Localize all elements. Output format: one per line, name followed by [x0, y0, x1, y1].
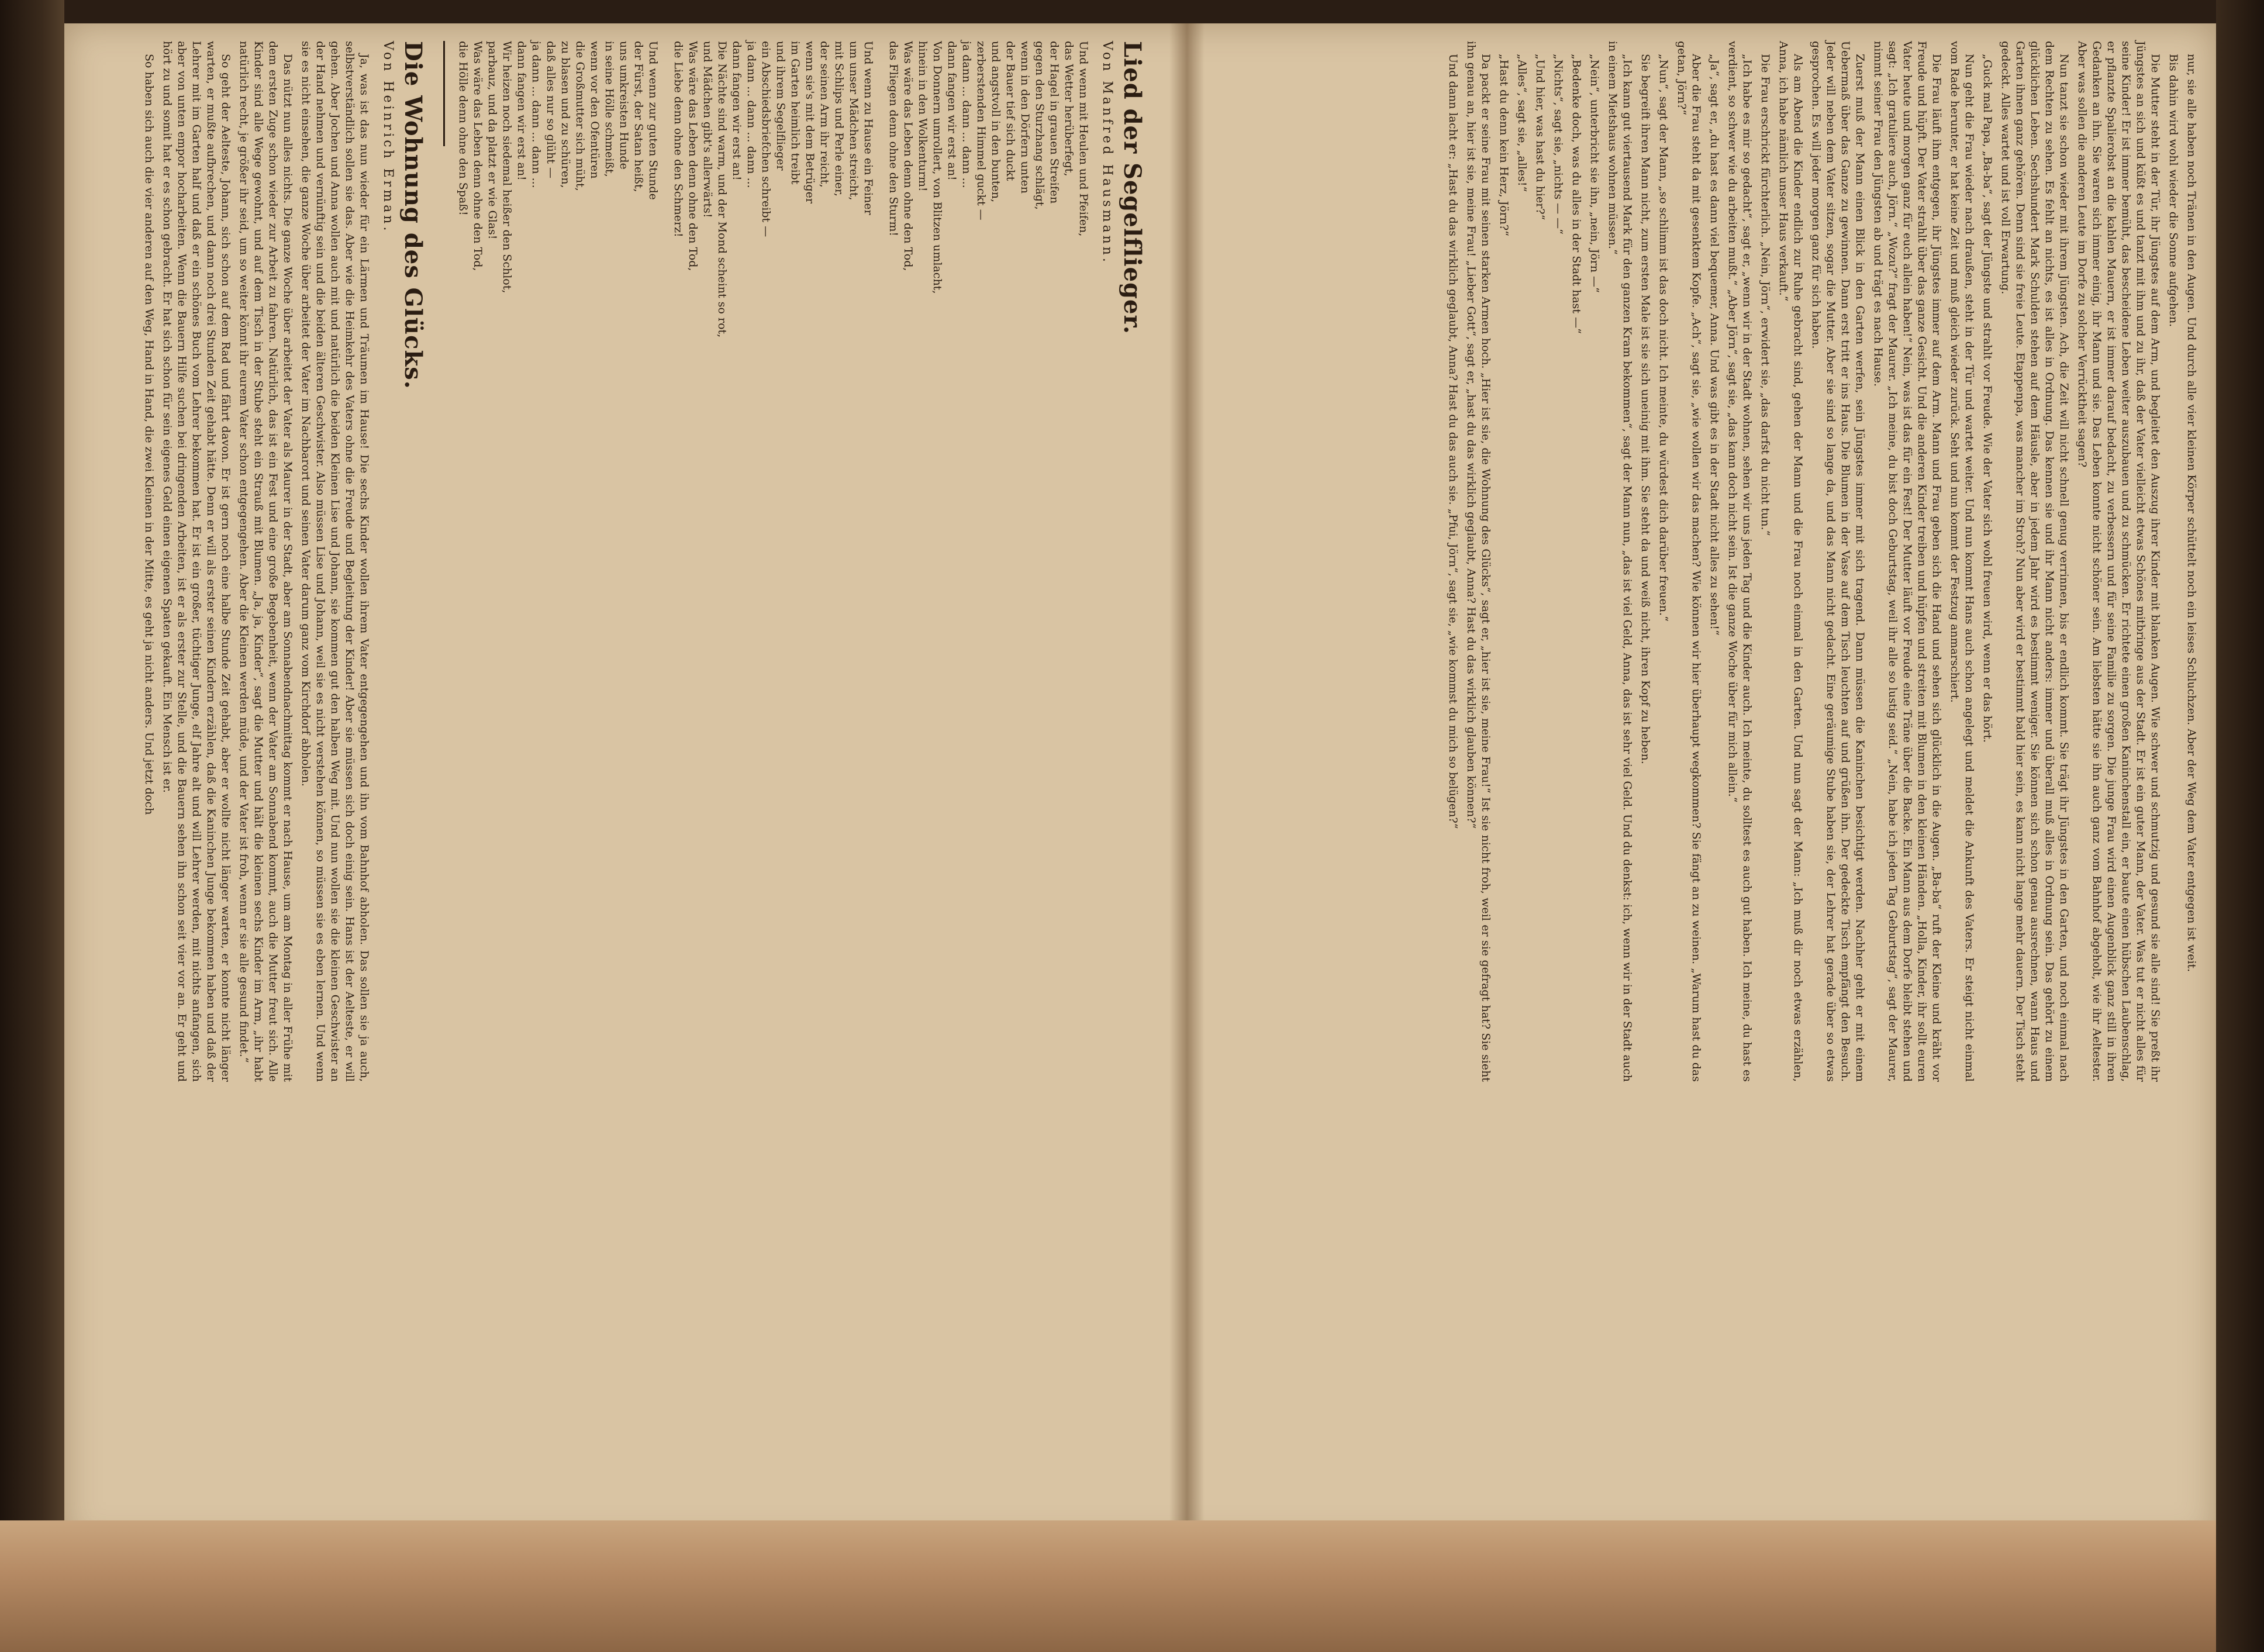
poem-stanza [886, 41, 1090, 1082]
story-paragraph: Als am Abend die Kinder endlich zur Ruhe gebracht sind, gehen der Mann und die Frau noch einmal in den Garten. Und nun sagt der Mann: „Ich muß dir noch etwas erzählen, Anna, ich habe nämlich unser Haus verkauft.“ [1777, 41, 1804, 1082]
poem-line: ja dann ... dann ... dann ... [530, 41, 543, 188]
story-paragraph: „Und hier, was hast du hier?“ [1534, 54, 1547, 220]
story-paragraph: „Nein“, unterbricht sie ihn, „nein, Jörn —“ [1588, 54, 1601, 293]
poem-line: und angstvoll in den bunten, [989, 41, 1002, 202]
story-text-right [1445, 41, 2199, 1082]
poem-line: Und wenn zur guten Stunde [647, 41, 660, 200]
poem-stanza [671, 41, 875, 1082]
poem-line: mit Schlips und Perle einer, [833, 41, 845, 196]
story-paragraph: Nun tanzt sie schon wieder mit ihrem Jüngsten. Ach, die Zeit will nicht schnell genug verrinnen, bis er endlich kommt. Sie trägt ihr Jüngstes in den Garten, und noch einmal nach dem Rechten zu sehen. Es fehlt an nichts, es ist alles in Ordnung. Das kennen sie und ihr Mann nicht anders: immer und überall muß alles in Ordnung sein. Das gehört zu einem glücklichen Leben. Sechshundert Mark Schulden stehen auf dem Häusle, aber in jedem Jahr wird es bestimmt weniger. Sie können sich schon genau ausrechnen, wann Haus und Garten ihnen ganz gehören. Denn sind sie freie Leute. Etappenpa, was mancher im Stroh? Nun aber wird er bestimmt bald hier sein, es kann nicht lange mehr dauern. Der Tisch steht gedeckt. Alles wartet und ist voll Erwartung. [1999, 41, 2070, 1082]
poem-line: in seine Hölle schmeißt, [603, 41, 616, 177]
poem-author: Von Manfred Hausmann. [1100, 41, 1114, 265]
story-paragraph: Sie begreift ihren Mann nicht, zum ersten Male ist sie sich uneinig mit ihm. Sie steht da und weiß nicht, ihren Kopf zu heben. [1639, 54, 1652, 764]
story-paragraph: „Bedenke doch, was du alles in der Stadt hast —“ [1570, 54, 1583, 334]
poem-line: Von Donnern umrollert, von Blitzen umlacht, [931, 41, 944, 294]
poem-line: und Mädchen gibt's allerwärts! [701, 41, 714, 218]
book-right-edge [2216, 0, 2264, 1652]
poem-line: dann fangen wir erst an! [515, 41, 528, 181]
story-paragraph: Das nützt nun alles nichts. Die ganze Woche über arbeitet der Vater als Maurer in der Stadt, aber am Sonnabendnachmittag kommt er nach Hause, um am Montag in aller Frühe mit dem ersten Zuge schon wieder zur Arbeit zu fahren. Natürlich, das ist ein Fest und eine große Begebenheit, wenn der Vater am Sonnabend kommt, auch die Mutter freut sich. Alle Kinder sind alle Wege gewohnt, und auf dem Tisch in der Stube steht ein Strauß mit Blumen. „Ja, ja, Kinder“, sagt die Mutter und hält die kleinen sechs Kinder im Arm, „ihr habt natürlich recht, je größer ihr seid, um so weiter könnt ihr eurem Vater schon entgegengehen. Aber die Kleinen werden müde, und der Vater ist froh, wenn er sie alle gesund findet.“ [237, 41, 294, 1082]
story-paragraph: Da packt er seine Frau mit seinen starken Armen hoch. „Hier ist sie, die Wohnung des Glücks“, sagt er, „hier ist sie, meine Frau!“ Ist sie nicht froh, weil er sie gefragt hat? Sie sieht ihn genau an, hier ist sie, meine Frau! „Lieber Gott“, sagt er, „hast du das wirklich geglaubt, Anna? Hast du das wirklich glauben können?“ [1465, 41, 1492, 1082]
poem-line: der Bauer tief sich duckt [1004, 41, 1017, 181]
story-paragraph: Die Mutter steht in der Tür, ihr Jüngstes auf dem Arm, und begleitet den Auszug ihrer Kinder mit blanken Augen. Wie schwer und schmutzig und gesund sie alle sind! Sie preßt ihr Jüngstes an sich und küßt es und tanzt mit ihm und zu ihr, daß der Vater vielleicht etwas Schönes mitbringe aus der Stadt. Er ist ein guter Mann, der Vater. Was tut er nicht alles für seine Kinder! Er ist immer bemüht, das bescheidene Leben weiter auszubauen und zu schmücken. Er richtete einen großen Kaninchenstall ein, er baute einen hübschen Laubenschlag, er pflanzte Spalierobst an die kahlen Mauern, er ist immer darauf bedacht, zu verbessern und für seine Familie zu sorgen. Die junge Frau wird einen Augenblick ganz still in ihren Gedanken an ihn. Sie waren sich immer einig, ihr Mann und sie. Das Leben konnte nicht schöner sein. Am liebsten hätte sie ihn auch ganz vom Bahnhof abgeholt, wie ihr Aeltester. Aber was sollen die anderen Leute im Dorfe zu solcher Verrücktheit sagen? [2076, 41, 2162, 1082]
story-title: Die Wohnung des Glücks. [399, 41, 427, 389]
poem-line: hinein in den Wolkenturm! [916, 41, 929, 192]
book-bottom-edge [0, 1520, 2264, 1652]
story-paragraph: Ja, was ist das nun wieder für ein Lärmen und Träumen im Hause! Die sechs Kinder wollen ihrem Vater entgegengehen und ihn vom Bahnhof abholen. Das sollen sie ja auch, selbstverständlich sollen sie das. Aber wie die Heimkehr des Vaters ohne die Freude und Begleitung der Kinder! Aber sie müssen sich doch einig sein. Hans ist der Aelteste, er will gehen. Aber Jochen und Anna wollen auch mit und natürlich die beiden Kleinen Lise und Johann, sie kommen gut den halben Weg mit. Und nun wollen sie die kleinen Geschwister an der Hand nehmen und vernünftig sein und die beiden älteren Geschwister. Also müssen Lise und Johann, weil sie es nicht verstehen können, so müssen sie es eben lernen. Und wenn sie es nicht einsehen, die ganze Woche über arbeitet der Vater im Nachbarort und seinen Vater darum ganz vom Kirchdorf abholen. [299, 41, 371, 1082]
poem-line: uns umkreisten Hunde [617, 41, 630, 170]
poem-line: der Fürst, der Satan heißt, [632, 41, 645, 192]
poem-stanzas [455, 41, 1090, 1082]
poem-line: parbauz, und da platzt er wie Glas! [486, 41, 499, 240]
newspaper-page [64, 23, 2216, 1544]
poem-line: und ihrem Segelflieger [774, 41, 787, 171]
poem-line: wenn sie's mit dem Betrüger [803, 41, 816, 204]
poem-line: die Liebe denn ohne den Schmerz! [672, 41, 685, 237]
left-column [138, 41, 1146, 1082]
story-paragraph: Aber die Frau steht da mit gesenktem Kopfe. „Ach“, sagt sie, „wie wollen wir das machen? Wie können wir hier überhaupt wegkommen? Sie fängt an zu weinen. „Warum hast du das getan, Jörn?“ [1675, 41, 1703, 1082]
story-paragraph: Bis dahin wird wohl wieder die Sonne aufgehen. [2167, 54, 2180, 327]
story-paragraph: „Alles“, sagt sie, „alles!“ [1516, 54, 1528, 192]
section-divider [443, 41, 445, 146]
poem-line: im Garten heimlich treibt [789, 41, 802, 185]
poem-title: Lied der Segelflieger. [1119, 41, 1146, 334]
story-paragraph: So geht der Aelteste, Johann, sich schon auf dem Rad und fährt davon. Er ist gern noch eine halbe Stunde Zeit gehabt, aber er wollte nicht länger warten, er konnte nicht länger warten, er mußte aufbrechen, und dann noch drei Stunden Zeit gehabt hätte. Denn er will als erster seinen Kindern erzählen, daß die Kaninchen Junge bekommen haben und daß der Lehrer mit im Garten half und daß er ein schönes Buch vom Lehrer bekommen hat. Er ist ein großer, tüchtiger Junge, elf Jahre alt und will Lehrer werden, mit nichts anfangen, sich aber von unten empor hocharbeiten. Wenn die Bauern Hilfe suchen bei dringenden Arbeiten, ist er als erster zur Stelle, und die Bauern sehen ihn schon seit vier vor an. Er geht und hört zu und somit hat er es schon gebracht. Er hat sich schon für sein eigenes Geld einen eigenen Spaten gekauft. Ein Mensch ist er. [161, 41, 232, 1082]
story-paragraph: Zuerst muß der Mann einen Blick in den Garten werfen, sein Jüngstes immer mit sich tragend. Dann müssen die Kaninchen besichtigt werden. Nachher geht er mit einem Uebermaß über das Ganze zu gewinnen. Dann erst tritt er ins Haus. Die Blumen in der Vase auf dem Tisch leuchten auf und grüßen ihn. Der gedeckte Tisch empfängt den Besuch. Jeder will neben dem Vater sitzen, sogar die Mutter. Aber sie sind so lange da, und das Mann nicht gedacht. Eine geräumige Stube haben sie, der Lehrer hat gerade über so etwas gesprochen. Es will jeder morgen ganz für sich haben. [1810, 41, 1866, 1082]
story-text-left [142, 41, 371, 1082]
poem-line: das Fliegen denn ohne den Sturm! [887, 41, 900, 236]
poem-line: die Hölle denn ohne den Spaß! [457, 41, 470, 216]
poem-line: um unser Mädchen streicht, [847, 41, 860, 201]
poem-line: gegen den Sturzhang schlägt, [1033, 41, 1046, 210]
poem-line: zu blasen und zu schüren, [559, 41, 572, 188]
story-paragraph: „Hast du denn kein Herz, Jörn?“ [1497, 54, 1510, 236]
poem-line: Was wäre das Leben denn ohne den Tod, [902, 41, 914, 271]
poem-line: ja dann ... dann ... dann ... [745, 41, 758, 188]
poem-line: das Wetter herüberfegt, [1062, 41, 1075, 177]
poem-line: zerberstenden Himmel guckt — [975, 41, 988, 220]
story-paragraph: „Ich kann gut viertausend Mark für den ganzen Kram bekommen“, sagt der Mann nun, „das ist viel Geld, Anna, das ist sehr viel Geld. Und du denkst: ich, wenn wir in der Stadt auch in einem Mietshaus wohnen müssen.“ [1606, 41, 1634, 1082]
poem-line: dann fangen wir erst an! [945, 41, 958, 181]
book-left-edge [0, 0, 70, 1652]
poem-line: wenn vor den Ofentüren [588, 41, 601, 179]
right-column [1442, 41, 2199, 1082]
story-paragraph: nur, sie alle haben noch Tränen in den Augen. Und durch alle vier kleinen Körper schüttelt noch ein leises Schluchzen. Aber der Weg dem Vater entgegen ist weit. [2185, 54, 2198, 972]
poem-line: ein Abschiedsbriefchen schreibt — [760, 41, 772, 237]
story-author: Von Heinrich Erman. [381, 41, 395, 234]
story-paragraph: So haben sich auch die vier anderen auf den Weg, Hand in Hand, die zwei Kleinen in der Mitte, es geht ja nicht anders. Und jetzt doch [143, 54, 156, 815]
story-paragraph: „Ich habe es mir so gedacht“, sagt er, „wenn wir in der Stadt wohnen, sehen wir uns jeden Tag und die Kinder auch. Ich meinte, du solltest es auch gut haben. Ich meine, du hast es verdient, so schwer wie du arbeiten mußt.“ „Aber Jörn“, sagt sie, „das kann doch nicht sein. Ist die ganze Woche über für mich allein.“ [1726, 41, 1754, 1082]
poem-line: Und wenn zu Hause ein Feiner [862, 41, 875, 215]
story-paragraph: Die Frau läuft ihm entgegen, ihr Jüngstes immer auf dem Arm. Mann und Frau geben sich die Hand und sehen sich glücklich in die Augen. „Ba-ba“ ruft der Kleine und kräht vor Freude und hüpft. Der Vater strahlt über das ganze Gesicht. Und die anderen Kinder treiben und hüpfen und streiten mit Blumen in den kleinen Händen. „Holla, Kinder, ihr sollt euren Vater heute und morgen ganz für euch allein haben!“ Nein, was ist das für ein Fest! Der Mutter läuft vor Freude eine Träne über die Backe. Ein Mann aus dem Dorfe bleibt stehen und sagt: „Ich gratuliere auch, Jörn.“ „Wozu?“ fragt der Maurer. „Ich meine, du bist doch Geburtstag, weil ihr alle so lustig seid.“ „Nein, habe ich jeden Tag Geburtstag“, sagt der Maurer, nimmt seiner Frau den Jüngsten ab und trägt es nach Hause. [1872, 41, 1943, 1082]
poem-line: Wir heizen noch siedemal heißer den Schlot, [501, 41, 513, 294]
poem-line: Was wäre das Leben denn ohne den Tod, [471, 41, 484, 271]
story-paragraph: Nun geht die Frau wieder nach draußen, steht in der Tür und wartet weiter. Und nun kommt Hans auch schon angelegt und meldet die Ankunft des Vaters. Er steigt nicht einmal vom Rade herunter, er hat keine Zeit und muß gleich wieder zurück. Seht und nun kommt der Festzug anmarschiert. [1948, 41, 1976, 1082]
poem-line: der seinen Arm ihr reicht, [818, 41, 831, 188]
poem-line: wenn in den Dörfern unten [1019, 41, 1031, 194]
poem-line: Die Nächte sind warm, und der Mond scheint so rot, [716, 41, 729, 338]
poem-line: ja dann ... dann ... dann ... [960, 41, 973, 188]
poem-line: Und wenn mit Heulen und Pfeifen, [1077, 41, 1090, 237]
poem-line: der Hagel in grauen Streifen [1048, 41, 1061, 204]
story-paragraph: „Guck mal Papa, „Ba-ba“, sagt der Jüngste und strahlt vor Freude. Wie der Vater sich wohl freuen wird, wenn er das hört. [1981, 54, 1994, 743]
story-paragraph: Und dann lacht er: „Hast du das wirklich geglaubt, Anna? Hast du das auch sie. „Pfui, Jörn“, sagt sie, „wie kommst du mich so belügen?“ [1447, 54, 1459, 829]
poem-line: Was wäre das Leben denn ohne den Tod, [686, 41, 699, 271]
poem-stanza [455, 41, 660, 1082]
page-fold [1169, 23, 1205, 1544]
poem-line: die Großmutter sich müht, [574, 41, 586, 191]
story-paragraph: „Nun“, sagt der Mann, „so schlimm ist das doch nicht. Ich meinte, du würdest dich darüber freuen.“ [1657, 54, 1670, 622]
story-paragraph: Die Frau erschrickt fürchterlich. „Nein, Jörn“, erwidert sie, „das darfst du nicht tun.“ [1759, 54, 1772, 536]
story-paragraph: „Nichts“, sagt sie, „nichts — —“ [1552, 54, 1565, 234]
poem-line: daß alles nur so glüht — [544, 41, 557, 178]
story-paragraph: „Ja“, sagt er, „du hast es dann viel bequemer, Anna. Und was gibt es in der Stadt nicht alles zu sehen!“ [1708, 54, 1721, 636]
poem-line: dann fangen wir erst an! [730, 41, 743, 181]
top-shadow [64, 0, 2216, 23]
